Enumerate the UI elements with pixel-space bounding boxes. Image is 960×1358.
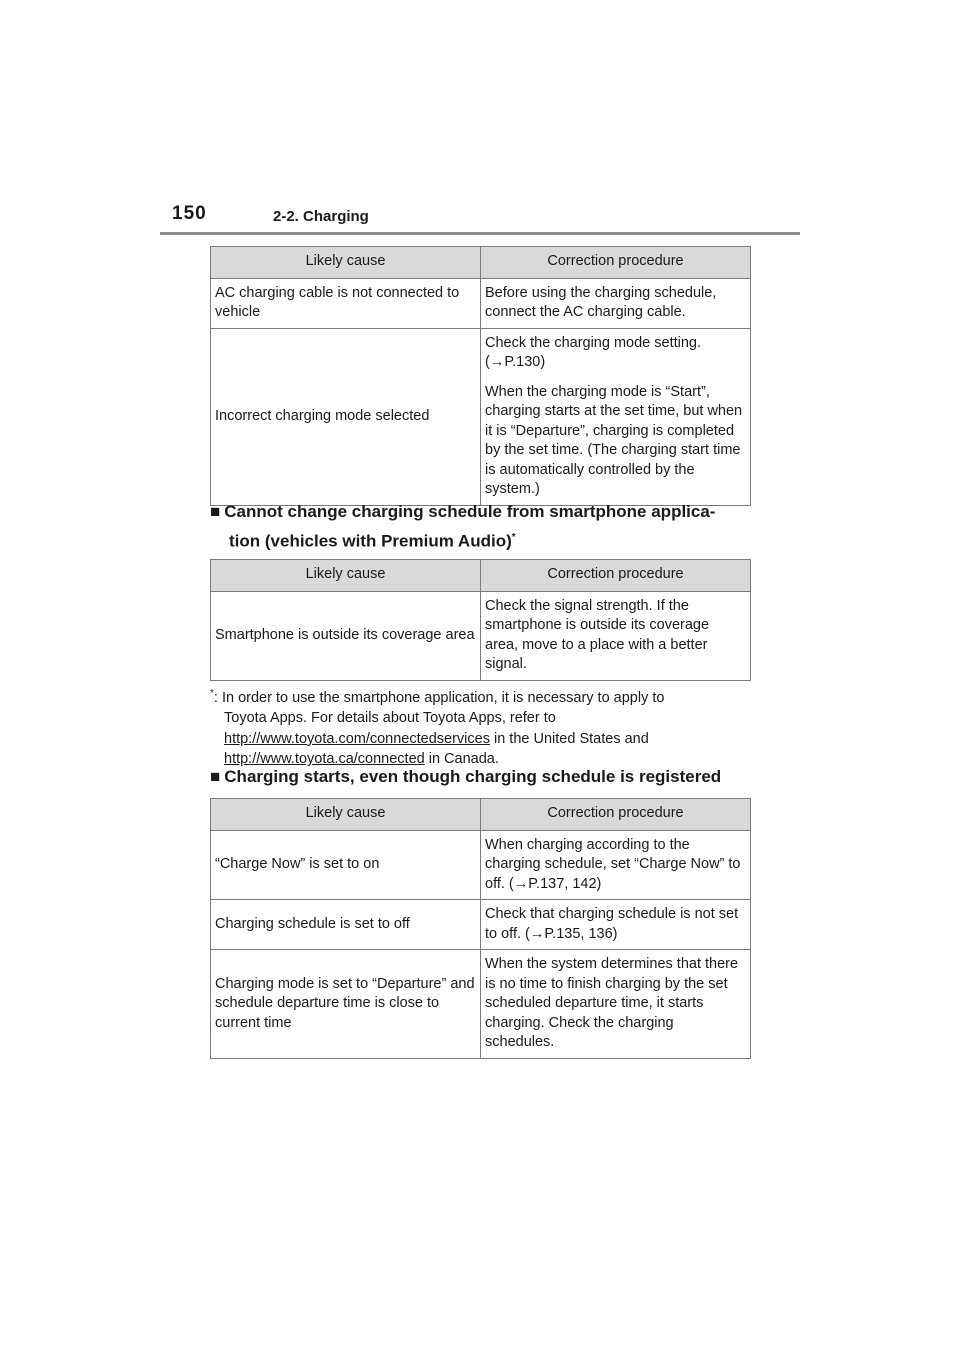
header-divider xyxy=(160,232,800,235)
square-bullet-icon: ■ xyxy=(210,502,221,521)
footnote xyxy=(210,684,750,770)
table-row xyxy=(211,328,751,505)
section-title: 2-2. Charging xyxy=(273,208,369,225)
cause-cell: Incorrect charging mode selected xyxy=(211,328,481,505)
link-us-connected-services[interactable]: http://www.toyota.com/connectedservices xyxy=(224,730,490,747)
column-header-cause: Likely cause xyxy=(211,560,481,592)
square-bullet-icon: ■ xyxy=(210,767,221,786)
table-row xyxy=(211,278,751,328)
table-row xyxy=(211,950,751,1059)
column-header-cause: Likely cause xyxy=(211,799,481,831)
procedure-text: When the charging mode is “Start”, charging starts at the set time, but when it is “Departure”, charging is completed by the set time. (The charging start time is automatically controlled by the system.) xyxy=(485,383,743,497)
smartphone-table xyxy=(210,559,751,681)
cause-cell: Smartphone is outside its coverage area xyxy=(211,591,481,680)
cause-cell: Charging schedule is set to off xyxy=(211,900,481,950)
heading-text: Charging starts, even though charging schedule is registered xyxy=(224,767,722,786)
procedure-cell: When the system determines that there is no time to finish charging by the set scheduled departure time, it starts charging. Check the charging schedules. xyxy=(481,950,751,1059)
procedure-text: Before using the charging schedule, connect the AC charging cable. xyxy=(485,284,717,320)
table-row xyxy=(211,900,751,950)
cause-cell: Charging mode is set to “Departure” and schedule departure time is close to current time xyxy=(211,950,481,1059)
footnote-asterisk: * xyxy=(511,532,516,543)
charging-starts-table xyxy=(210,798,751,1059)
procedure-cell xyxy=(481,328,751,505)
charging-mode-table xyxy=(210,246,751,506)
cause-cell: “Charge Now” is set to on xyxy=(211,830,481,900)
footnote-line-2: Toyota Apps. For details about Toyota Apps, refer to xyxy=(224,710,556,727)
procedure-cell: Check the signal strength. If the smartphone is outside its coverage area, move to a place with a better signal. xyxy=(481,591,751,680)
footnote-text: in Canada. xyxy=(424,751,499,768)
charging-starts-heading xyxy=(210,764,770,790)
cause-cell: AC charging cable is not connected to vehicle xyxy=(211,278,481,328)
column-header-procedure: Correction procedure xyxy=(481,799,751,831)
table-row xyxy=(211,830,751,900)
smartphone-schedule-heading xyxy=(210,499,770,555)
heading-line-2: tion (vehicles with Premium Audio) xyxy=(229,531,512,551)
table-row xyxy=(211,591,751,680)
procedure-text: Check the charging mode setting. (→P.130) xyxy=(485,334,702,370)
column-header-cause: Likely cause xyxy=(211,247,481,279)
procedure-cell: Check that charging schedule is not set to off. (→P.135, 136) xyxy=(481,900,751,950)
heading-line-1: Cannot change charging schedule from smartphone applica- xyxy=(224,502,716,521)
procedure-cell: When charging according to the charging schedule, set “Charge Now” to off. (→P.137, 142) xyxy=(481,830,751,900)
column-header-procedure: Correction procedure xyxy=(481,247,751,279)
column-header-procedure: Correction procedure xyxy=(481,560,751,592)
footnote-text: in the United States and xyxy=(489,730,649,747)
procedure-cell xyxy=(481,278,751,328)
footnote-mark: * xyxy=(210,688,214,699)
link-canada-connected[interactable]: http://www.toyota.ca/connected xyxy=(224,751,425,768)
footnote-line-1: : In order to use the smartphone application, it is necessary to apply to xyxy=(213,689,665,706)
page-number: 150 xyxy=(172,203,207,224)
